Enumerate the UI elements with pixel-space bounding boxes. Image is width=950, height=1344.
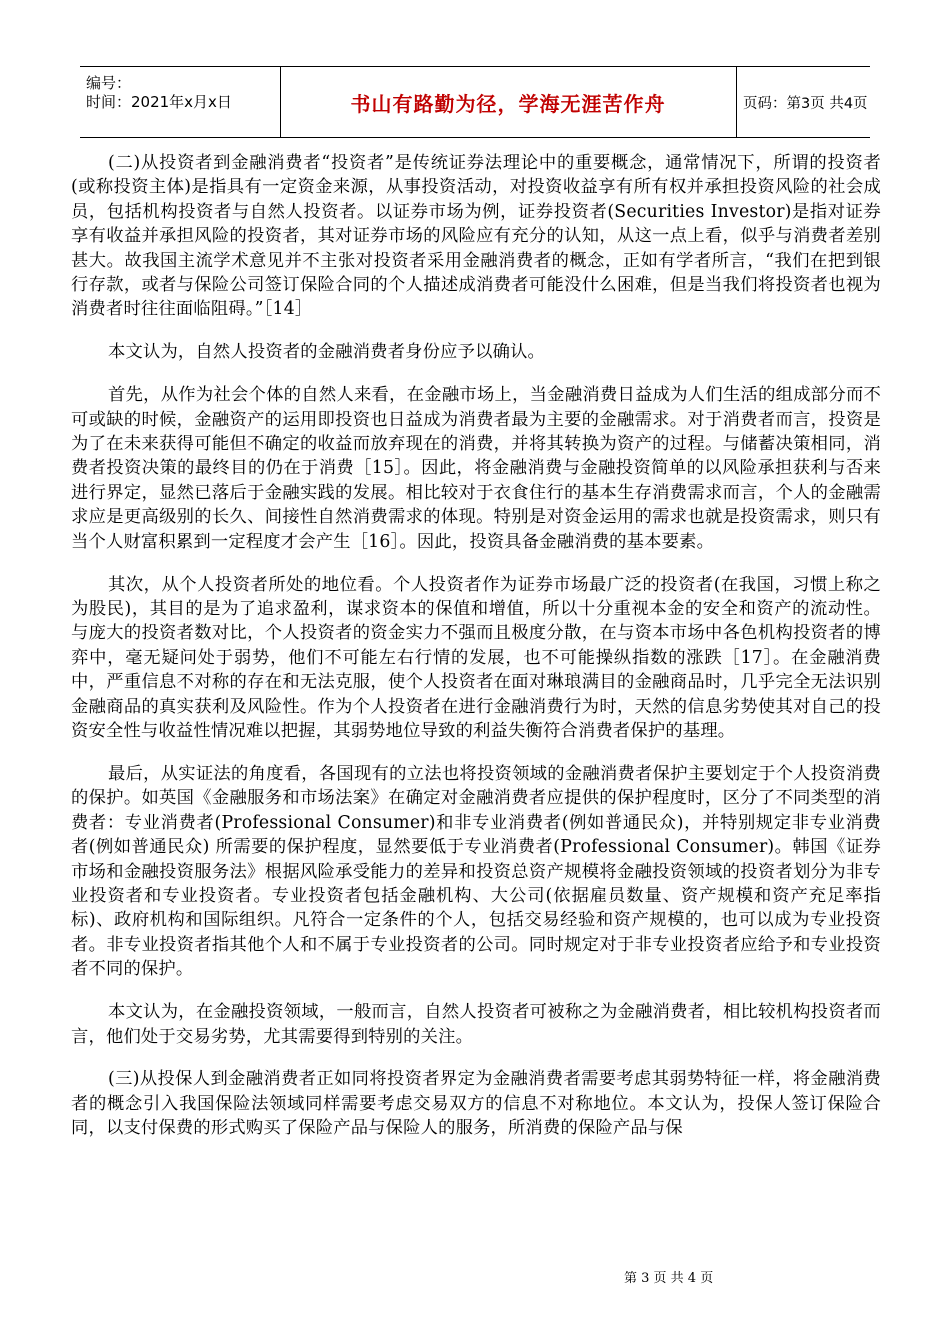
paragraph-insured: (三)从投保人到金融消费者正如同将投资者界定为金融消费者需要考虑其弱势特征一样，将金融消费者的概念引入我国保险法领域同样需要考虑交易双方的信息不对称地位。本文认为，投保人签订保险合同，以支付保费的形式购买了保险产品与保险人的服务，所消费的保险产品与保 xyxy=(71,1069,881,1139)
page-footer: 第 3 页 共 4 页 xyxy=(624,1271,714,1286)
paragraph-last: 最后，从实证法的角度看，各国现有的立法也将投资领域的金融消费者保护主要划定于个人投资消费的保护。如英国《金融服务和市场法案》在确定对金融消费者应提供的保护程度时，区分了不同类型的消费者：专业消费者(Professional Consumer)和非专业消费者(例如普通民众)，并特别规定非专业消费者(例如普通民众) 所需要的保护程度，显然要低于专业消费者(Professional Consumer)。韩国《证券市场和金融投资服务法》根据风险承受能力的差异和投资总资产规模将金融投资领域的投资者划分为非专业投资者和专业投资者。专业投资者包括金融机构、大公司(依据雇员数量、资产规模和资产充足率指标)、政府机构和国际组织。凡符合一定条件的个人，包括交易经验和资产规模的，也可以成为专业投资者。非专业投资者指其他个人和不属于专业投资者的公司。同时规定对于非专业投资者应给予和专业投资者不同的保护。 xyxy=(71,763,881,980)
document-body xyxy=(71,151,881,1159)
paragraph-thesis-2: 本文认为，在金融投资领域，一般而言，自然人投资者可被称之为金融消费者，相比较机构投资者而言，他们处于交易劣势，尤其需要得到特别的关注。 xyxy=(71,1002,881,1047)
header-meta xyxy=(80,67,281,137)
date-label: 时间：2021年x月x日 xyxy=(86,93,232,111)
page-header xyxy=(80,66,870,138)
paragraph-first: 首先，从作为社会个体的自然人来看，在金融市场上，当金融消费日益成为人们生活的组成部分而不可或缺的时候，金融资产的运用即投资也日益成为消费者最为主要的金融需求。对于消费者而言，投资是为了在未来获得可能但不确定的收益而放弃现在的消费，并将其转换为资产的过程。与储蓄决策相同，消费者投资决策的最终目的仍在于消费［15］。因此，将金融消费与金融投资简单的以风险承担获利与否来进行界定，显然已落后于金融实践的发展。相比较对于衣食住行的基本生存消费需求而言，个人的金融需求应是更高级别的长久、间接性自然消费需求的体现。特别是对资金运用的需求也就是投资需求，则只有当个人财富积累到一定程度才会产生［16］。因此，投资具备金融消费的基本要素。 xyxy=(71,385,881,552)
header-motto: 书山有路勤为径，学海无涯苦作舟 xyxy=(280,67,737,137)
code-label: 编号： xyxy=(86,74,132,92)
paragraph-thesis-1: 本文认为，自然人投资者的金融消费者身份应予以确认。 xyxy=(108,342,546,363)
header-page-info: 页码：第3页 共4页 xyxy=(743,95,868,112)
paragraph-investor-concept: (二)从投资者到金融消费者“投资者”是传统证券法理论中的重要概念，通常情况下，所谓的投资者(或称投资主体)是指具有一定资金来源，从事投资活动，对投资收益享有所有权并承担投资风险的社会成员，包括机构投资者与自然人投资者。以证券市场为例，证券投资者(Securities Investor)是指对证券享有收益并承担风险的投资者，其对证券市场的风险应有充分的认知，从这一点上看，似乎与消费者差别甚大。故我国主流学术意见并不主张对投资者采用金融消费者的概念，正如有学者所言，“我们在把到银行存款，或者与保险公司签订保险合同的个人描述成消费者可能没什么困难，但是当我们将投资者也视为消费者时往往面临阻碍。”［14］ xyxy=(71,153,881,320)
paragraph-second: 其次，从个人投资者所处的地位看。个人投资者作为证券市场最广泛的投资者(在我国，习惯上称之为股民)，其目的是为了追求盈利，谋求资本的保值和增值，所以十分重视本金的安全和资产的流动性。与庞大的投资者数对比，个人投资者的资金实力不强而且极度分散，在与资本市场中各色机构投资者的博弈中，毫无疑问处于弱势，他们不可能左右行情的发展，也不可能操纵指数的涨跌［17］。在金融消费中，严重信息不对称的存在和无法克服，使个人投资者在面对琳琅满目的金融商品时，几乎完全无法识别金融商品的真实获利及风险性。作为个人投资者在进行金融消费行为时，天然的信息劣势使其对自己的投资安全性与收益性情况难以把握，其弱势地位导致的利益失衡符合消费者保护的基理。 xyxy=(71,574,881,742)
